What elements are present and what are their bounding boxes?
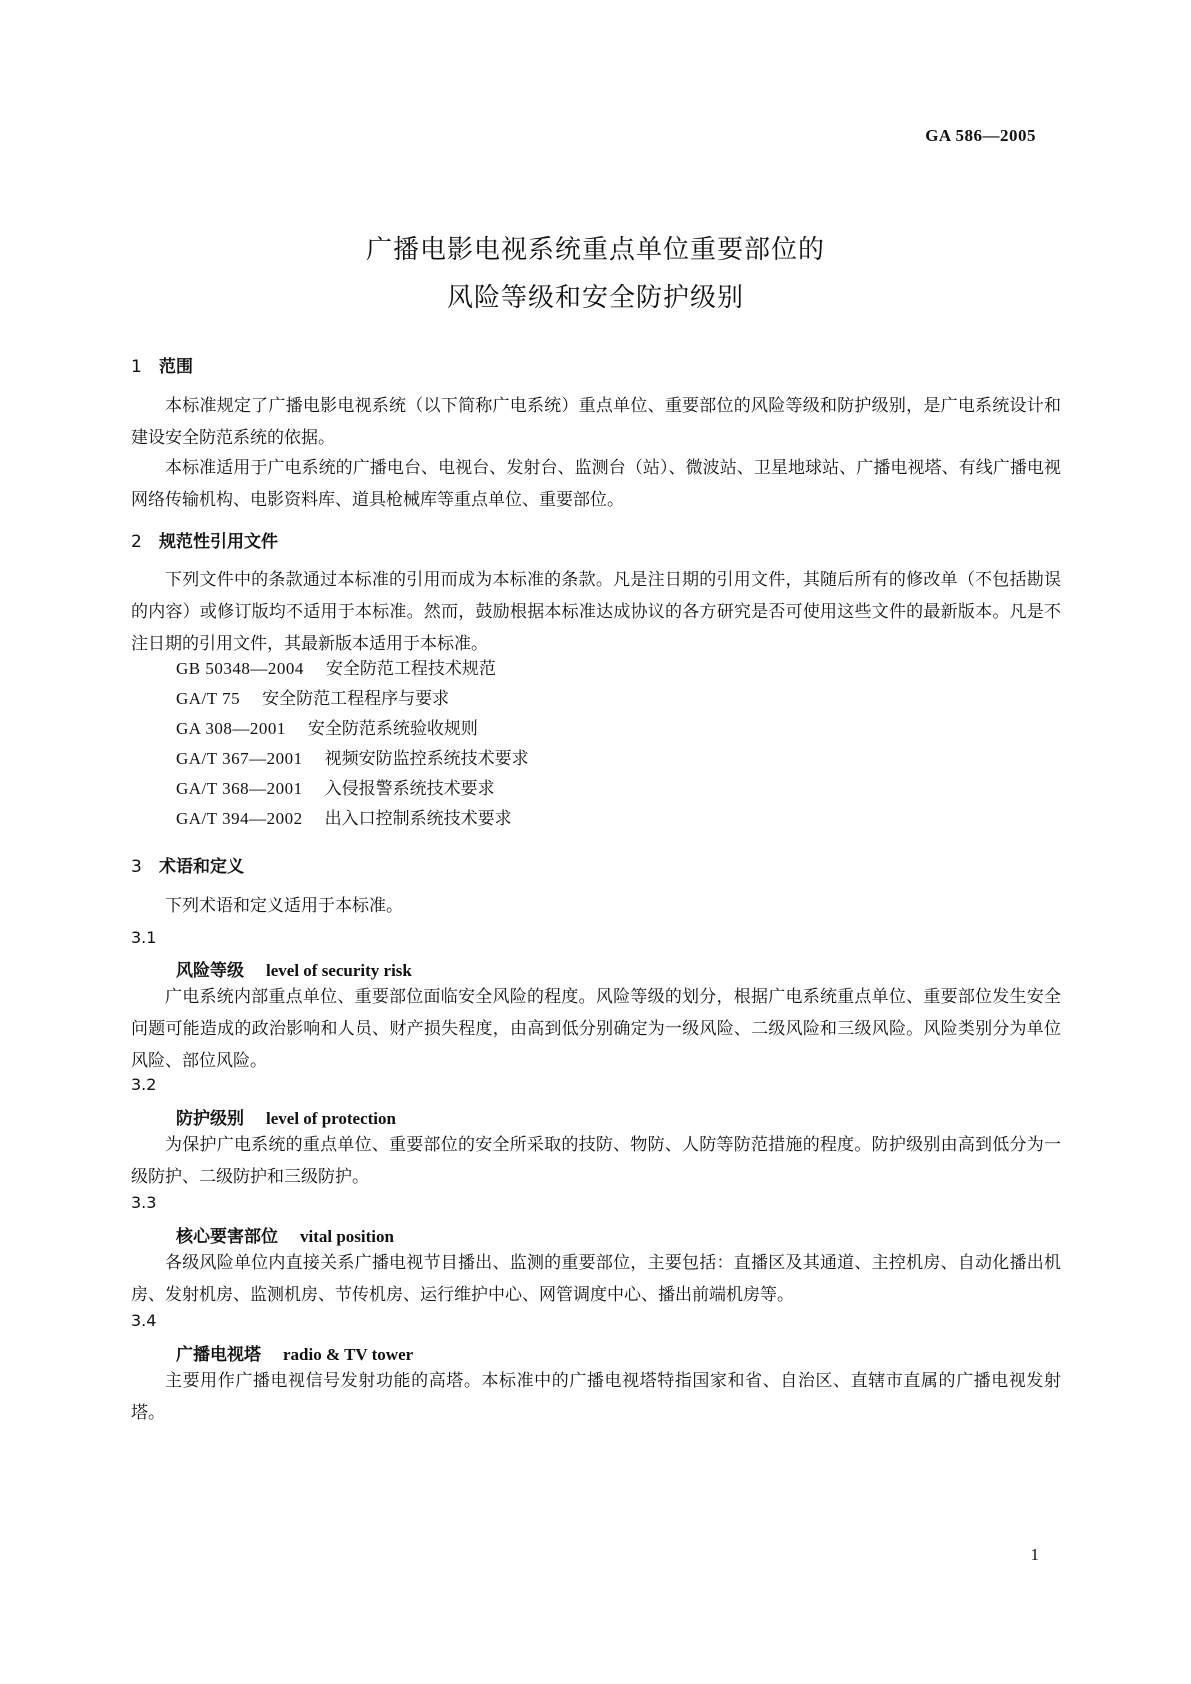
term-english: level of protection xyxy=(266,1109,396,1128)
reference-code: GB 50348—2004 xyxy=(176,659,304,678)
term-definition: 广电系统内部重点单位、重要部位面临安全风险的程度。风险等级的划分，根据广电系统重点单位、重要部位发生安全问题可能造成的政治影响和人员、财产损失程度，由高到低分别确定为一级风险、二级风险和三级风险。风险类别分为单位风险、部位风险。 xyxy=(131,987,1061,1071)
title-line-2: 风险等级和安全防护级别 xyxy=(446,283,744,313)
reference-title: 入侵报警系统技术要求 xyxy=(324,779,495,799)
term-english: vital position xyxy=(300,1227,394,1246)
section-2-paragraph-1: 下列文件中的条款通过本标准的引用而成为本标准的条款。凡是注日期的引用文件，其随后所有的修改单（不包括勘误的内容）或修订版均不适用于本标准。然而，鼓励根据本标准达成协议的各方研究是否可使用这些文件的最新版本。凡是不注日期的引用文件，其最新版本适用于本标准。 xyxy=(131,570,1061,654)
reference-item xyxy=(176,659,496,679)
reference-item xyxy=(176,779,495,799)
term-english: radio & TV tower xyxy=(283,1345,414,1364)
term-heading xyxy=(176,1222,394,1247)
reference-code: GA/T 367—2001 xyxy=(176,749,303,768)
section-2-heading xyxy=(131,527,278,552)
term-chinese: 防护级别 xyxy=(176,1109,244,1129)
reference-title: 安全防范系统验收规则 xyxy=(307,719,478,739)
section-title: 规范性引用文件 xyxy=(159,532,278,552)
reference-item xyxy=(176,689,449,709)
reference-title: 视频安防监控系统技术要求 xyxy=(324,749,529,769)
section-number: 3 xyxy=(131,857,142,877)
term-chinese: 风险等级 xyxy=(176,961,244,981)
section-number: 2 xyxy=(131,532,142,552)
reference-title: 出入口控制系统技术要求 xyxy=(324,809,512,829)
section-1-paragraph-2: 本标准适用于广电系统的广播电台、电视台、发射台、监测台（站）、微波站、卫星地球站、广播电视塔、有线广播电视网络传输机构、电影资料库、道具枪械库等重点单位、重要部位。 xyxy=(131,458,1061,510)
section-3-heading xyxy=(131,852,244,877)
page-number: 1 xyxy=(1030,1545,1039,1564)
reference-title: 安全防范工程程序与要求 xyxy=(262,689,450,709)
section-number: 1 xyxy=(131,357,142,377)
document-title xyxy=(0,226,1191,322)
term-definition: 各级风险单位内直接关系广播电视节目播出、监测的重要部位，主要包括：直播区及其通道、主控机房、自动化播出机房、发射机房、监测机房、节传机房、运行维护中心、网管调度中心、播出前端机房等。 xyxy=(131,1253,1061,1305)
reference-item xyxy=(176,809,512,829)
reference-item xyxy=(176,749,529,769)
standard-code: GA 586—2005 xyxy=(925,126,1036,145)
reference-code: GA/T 75 xyxy=(176,689,241,708)
clause-number: 3.1 xyxy=(131,928,157,947)
title-line-1: 广播电影电视系统重点单位重要部位的 xyxy=(365,235,825,265)
section-1-paragraph-1: 本标准规定了广播电影电视系统（以下简称广电系统）重点单位、重要部位的风险等级和防护级别，是广电系统设计和建设安全防范系统的依据。 xyxy=(131,396,1061,448)
clause-number: 3.3 xyxy=(131,1193,157,1212)
reference-code: GA/T 394—2002 xyxy=(176,809,303,828)
section-title: 范围 xyxy=(159,357,193,377)
reference-code: GA/T 368—2001 xyxy=(176,779,303,798)
term-chinese: 核心要害部位 xyxy=(176,1227,278,1247)
term-heading xyxy=(176,1340,413,1365)
term-definition: 主要用作广播电视信号发射功能的高塔。本标准中的广播电视塔特指国家和省、自治区、直辖市直属的广播电视发射塔。 xyxy=(131,1371,1061,1423)
reference-code: GA 308—2001 xyxy=(176,719,286,738)
clause-number: 3.2 xyxy=(131,1075,157,1094)
term-heading xyxy=(176,956,412,981)
reference-title: 安全防范工程技术规范 xyxy=(325,659,496,679)
term-definition: 为保护广电系统的重点单位、重要部位的安全所采取的技防、物防、人防等防范措施的程度。防护级别由高到低分为一级防护、二级防护和三级防护。 xyxy=(131,1135,1061,1187)
section-1-heading xyxy=(131,352,193,377)
term-chinese: 广播电视塔 xyxy=(176,1345,261,1365)
term-heading xyxy=(176,1104,396,1129)
term-english: level of security risk xyxy=(266,961,412,980)
reference-item xyxy=(176,719,478,739)
clause-number: 3.4 xyxy=(131,1311,157,1330)
section-3-intro: 下列术语和定义适用于本标准。 xyxy=(165,896,403,916)
section-title: 术语和定义 xyxy=(159,857,244,877)
